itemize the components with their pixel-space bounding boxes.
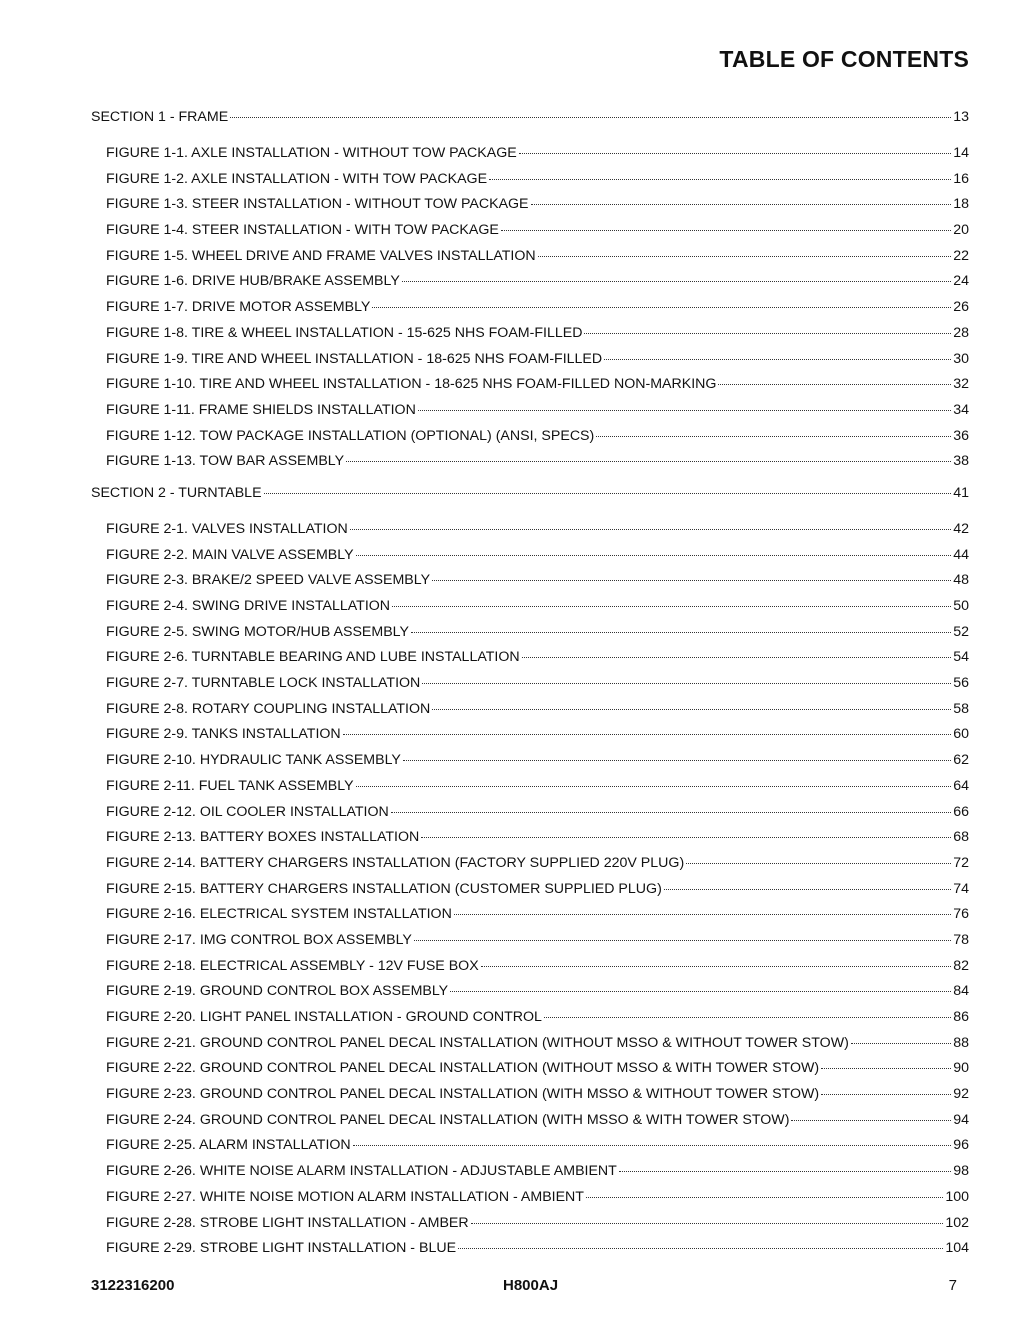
- toc-figure-entry[interactable]: [106, 851, 969, 877]
- toc-figure-entry[interactable]: [106, 372, 969, 398]
- toc-figure-entry-label: FIGURE 1-10. TIRE AND WHEEL INSTALLATION - 18-625 NHS FOAM-FILLED NON-MARKING: [106, 376, 717, 393]
- toc-figure-entry-label: FIGURE 2-28. STROBE LIGHT INSTALLATION - AMBER: [106, 1214, 469, 1231]
- toc-figure-entry-label: FIGURE 2-23. GROUND CONTROL PANEL DECAL INSTALLATION (WITH MSSO & WITHOUT TOWER STOW): [106, 1086, 820, 1103]
- toc-figure-entry-page: 42: [953, 520, 969, 537]
- dot-leader: [411, 631, 951, 633]
- toc-figure-entry[interactable]: [106, 594, 969, 620]
- toc-figure-entry-page: 34: [953, 401, 969, 418]
- table-of-contents: [0, 107, 1024, 1262]
- page-number: 7: [948, 1277, 957, 1294]
- toc-figure-entry[interactable]: [106, 902, 969, 928]
- toc-figure-entry-page: 72: [953, 854, 969, 871]
- toc-figure-entry-label: FIGURE 2-25. ALARM INSTALLATION: [106, 1137, 351, 1154]
- toc-figure-entry[interactable]: [106, 979, 969, 1005]
- toc-figure-entry[interactable]: [106, 800, 969, 826]
- dot-leader: [450, 990, 951, 992]
- dot-leader: [538, 255, 952, 257]
- toc-figure-entry-page: 44: [953, 546, 969, 563]
- toc-figure-entry-label: FIGURE 2-29. STROBE LIGHT INSTALLATION - BLUE: [106, 1240, 457, 1257]
- toc-figure-entry-page: 14: [953, 145, 969, 161]
- dot-leader: [230, 116, 951, 118]
- toc-figure-entry[interactable]: [106, 424, 969, 450]
- toc-figure-entry-page: 62: [953, 752, 969, 769]
- toc-figure-entry-page: 22: [953, 247, 969, 264]
- toc-section: [0, 107, 1024, 475]
- toc-figure-entry-label: FIGURE 1-4. STEER INSTALLATION - WITH TOW PACKAGE: [106, 222, 499, 239]
- toc-figure-entry-page: 90: [953, 1060, 969, 1077]
- toc-figure-entry-label: FIGURE 2-13. BATTERY BOXES INSTALLATION: [106, 829, 420, 846]
- dot-leader: [356, 785, 952, 787]
- toc-figure-entry[interactable]: [106, 954, 969, 980]
- dot-leader: [604, 358, 951, 360]
- toc-figure-entry-label: FIGURE 2-8. ROTARY COUPLING INSTALLATION: [106, 700, 431, 717]
- toc-figure-entry[interactable]: [106, 1056, 969, 1082]
- toc-figure-entry-page: 82: [953, 957, 969, 974]
- toc-figure-entry[interactable]: [106, 295, 969, 321]
- toc-section-entry[interactable]: [91, 107, 969, 127]
- toc-figure-entry-label: FIGURE 1-9. TIRE AND WHEEL INSTALLATION - 18-625 NHS FOAM-FILLED: [106, 350, 603, 367]
- dot-leader: [791, 1119, 951, 1121]
- toc-figure-entry-label: FIGURE 2-21. GROUND CONTROL PANEL DECAL INSTALLATION (WITHOUT MSSO & WITHOUT TOWER STOW): [106, 1034, 849, 1051]
- toc-figure-entry-page: 88: [953, 1034, 969, 1051]
- dot-leader: [821, 1093, 951, 1095]
- dot-leader: [471, 1222, 944, 1224]
- toc-section-entry-page: 13: [953, 109, 969, 125]
- toc-section: [0, 483, 1024, 1262]
- dot-leader: [402, 280, 951, 282]
- dot-leader: [664, 888, 951, 890]
- toc-figure-entry[interactable]: [106, 167, 969, 193]
- dot-leader: [432, 579, 951, 581]
- toc-figure-entry[interactable]: [106, 321, 969, 347]
- toc-figure-entry[interactable]: [106, 1108, 969, 1134]
- toc-figure-entry-label: FIGURE 2-7. TURNTABLE LOCK INSTALLATION: [106, 675, 421, 692]
- toc-figure-entry[interactable]: [106, 671, 969, 697]
- page-footer: [91, 1277, 957, 1297]
- dot-leader: [821, 1067, 951, 1069]
- dot-leader: [544, 1016, 951, 1018]
- toc-figure-entry-label: FIGURE 1-2. AXLE INSTALLATION - WITH TOW PACKAGE: [106, 170, 488, 187]
- dot-leader: [350, 528, 951, 530]
- dot-leader: [421, 836, 951, 838]
- toc-figure-entry-page: 18: [953, 196, 969, 213]
- toc-figure-entry-label: FIGURE 1-13. TOW BAR ASSEMBLY: [106, 453, 345, 470]
- toc-figure-entry[interactable]: [106, 1031, 969, 1057]
- toc-figure-entry[interactable]: [106, 1082, 969, 1108]
- toc-figure-entry[interactable]: [106, 1236, 969, 1262]
- toc-figure-entry[interactable]: [106, 543, 969, 569]
- toc-figure-entry-label: FIGURE 2-5. SWING MOTOR/HUB ASSEMBLY: [106, 623, 409, 640]
- dot-leader: [346, 460, 951, 462]
- toc-figure-entry-label: FIGURE 2-9. TANKS INSTALLATION: [106, 726, 341, 743]
- toc-figure-entry-page: 20: [953, 222, 969, 239]
- dot-leader: [519, 152, 951, 154]
- toc-figure-entry[interactable]: [106, 244, 969, 270]
- toc-figure-entry-label: FIGURE 2-15. BATTERY CHARGERS INSTALLATION (CUSTOMER SUPPLIED PLUG): [106, 880, 662, 897]
- toc-figure-entry[interactable]: [106, 1133, 969, 1159]
- toc-figure-entry-page: 38: [953, 453, 969, 470]
- toc-figure-entry-label: FIGURE 2-18. ELECTRICAL ASSEMBLY - 12V FUSE BOX: [106, 957, 479, 974]
- toc-figure-entry-label: FIGURE 2-10. HYDRAULIC TANK ASSEMBLY: [106, 752, 401, 769]
- dot-leader: [353, 1144, 952, 1146]
- dot-leader: [584, 332, 951, 334]
- toc-figure-entry-page: 50: [953, 598, 969, 614]
- toc-figure-entry[interactable]: [106, 192, 969, 218]
- toc-figure-entry-page: 74: [953, 880, 969, 897]
- toc-figure-entry-page: 92: [953, 1086, 969, 1103]
- toc-figure-entry[interactable]: [106, 568, 969, 594]
- toc-figure-entry-label: FIGURE 2-26. WHITE NOISE ALARM INSTALLATION - ADJUSTABLE AMBIENT: [106, 1163, 617, 1180]
- toc-figure-entry-page: 24: [953, 273, 969, 290]
- toc-figure-entry[interactable]: [106, 347, 969, 373]
- dot-leader: [264, 492, 952, 494]
- toc-figure-entry-page: 28: [953, 324, 969, 341]
- toc-figure-entry-label: FIGURE 2-27. WHITE NOISE MOTION ALARM INSTALLATION - AMBIENT: [106, 1188, 584, 1205]
- document-number: 3122316200: [91, 1277, 175, 1294]
- page-title: TABLE OF CONTENTS: [719, 46, 969, 72]
- toc-figure-entry-label: FIGURE 2-12. OIL COOLER INSTALLATION: [106, 803, 389, 820]
- toc-figure-entry-page: 56: [953, 675, 969, 692]
- toc-figure-entry[interactable]: [106, 825, 969, 851]
- toc-figure-entry-page: 104: [945, 1240, 969, 1257]
- toc-figure-entry-page: 66: [953, 803, 969, 820]
- toc-figure-entry-page: 76: [953, 906, 969, 923]
- dot-leader: [718, 383, 951, 385]
- toc-figure-entry-label: FIGURE 2-11. FUEL TANK ASSEMBLY: [106, 777, 354, 794]
- dot-leader: [686, 862, 951, 864]
- toc-figure-entry[interactable]: [106, 269, 969, 295]
- toc-figure-entry-page: 30: [953, 350, 969, 367]
- dot-leader: [458, 1247, 943, 1249]
- toc-figure-entry-page: 96: [953, 1137, 969, 1154]
- toc-figure-entry-label: FIGURE 2-3. BRAKE/2 SPEED VALVE ASSEMBLY: [106, 572, 431, 589]
- toc-figure-entry[interactable]: [106, 774, 969, 800]
- model-name: H800AJ: [503, 1277, 559, 1294]
- toc-figure-entry[interactable]: [106, 748, 969, 774]
- toc-figure-entry-page: 84: [953, 983, 969, 1000]
- toc-figure-entry-page: 54: [953, 649, 969, 666]
- toc-figure-entry-page: 58: [953, 700, 969, 717]
- toc-figure-entry[interactable]: [106, 517, 969, 543]
- toc-figure-entry-page: 98: [953, 1163, 969, 1180]
- dot-leader: [619, 1170, 951, 1172]
- dot-leader: [414, 939, 951, 941]
- toc-figure-entry-label: FIGURE 2-17. IMG CONTROL BOX ASSEMBLY: [106, 931, 412, 948]
- toc-figure-entry-page: 68: [953, 829, 969, 846]
- dot-leader: [586, 1196, 943, 1198]
- dot-leader: [596, 435, 951, 437]
- toc-figure-entry-label: FIGURE 2-2. MAIN VALVE ASSEMBLY: [106, 546, 354, 563]
- toc-figure-entry[interactable]: [106, 1005, 969, 1031]
- toc-figure-entry-page: 36: [953, 427, 969, 444]
- toc-figure-entry-label: FIGURE 1-12. TOW PACKAGE INSTALLATION (OPTIONAL) (ANSI, SPECS): [106, 427, 595, 444]
- toc-figure-entry-page: 16: [953, 170, 969, 187]
- toc-figure-entry[interactable]: [106, 141, 969, 167]
- toc-figure-entry[interactable]: [106, 1159, 969, 1185]
- toc-figure-entry-page: 32: [953, 376, 969, 393]
- dot-leader: [531, 203, 952, 205]
- toc-figure-entry-label: FIGURE 2-22. GROUND CONTROL PANEL DECAL INSTALLATION (WITHOUT MSSO & WITH TOWER STOW): [106, 1060, 820, 1077]
- toc-figure-entry[interactable]: [106, 645, 969, 671]
- toc-figure-entry-page: 86: [953, 1009, 969, 1025]
- dot-leader: [418, 409, 951, 411]
- toc-section-entry-label: SECTION 1 - FRAME: [91, 109, 229, 125]
- toc-figure-entry[interactable]: [106, 877, 969, 903]
- dot-leader: [356, 554, 952, 556]
- toc-figure-entry-label: FIGURE 2-19. GROUND CONTROL BOX ASSEMBLY: [106, 983, 449, 1000]
- dot-leader: [851, 1042, 951, 1044]
- toc-figure-entry-page: 52: [953, 623, 969, 640]
- toc-section-entry[interactable]: [91, 483, 969, 503]
- dot-leader: [481, 965, 952, 967]
- dot-leader: [422, 682, 951, 684]
- toc-section-entry-page: 41: [953, 484, 969, 501]
- toc-figure-entry[interactable]: [106, 722, 969, 748]
- toc-figure-entry[interactable]: [106, 1185, 969, 1211]
- dot-leader: [403, 759, 951, 761]
- dot-leader: [432, 708, 951, 710]
- toc-figure-entry-label: FIGURE 1-11. FRAME SHIELDS INSTALLATION: [106, 401, 416, 418]
- toc-figure-entry-label: FIGURE 2-1. VALVES INSTALLATION: [106, 520, 348, 537]
- toc-figure-entry-label: FIGURE 2-24. GROUND CONTROL PANEL DECAL INSTALLATION (WITH MSSO & WITH TOWER STOW): [106, 1111, 790, 1128]
- toc-figure-entry[interactable]: [106, 398, 969, 424]
- dot-leader: [391, 811, 951, 813]
- toc-figure-entry-page: 78: [953, 931, 969, 948]
- toc-figure-entry[interactable]: [106, 928, 969, 954]
- toc-figure-entry[interactable]: [106, 1211, 969, 1237]
- toc-figure-entry-label: FIGURE 2-20. LIGHT PANEL INSTALLATION - GROUND CONTROL: [106, 1009, 542, 1025]
- dot-leader: [522, 656, 952, 658]
- toc-figure-entry-label: FIGURE 2-16. ELECTRICAL SYSTEM INSTALLATION: [106, 906, 452, 923]
- dot-leader: [343, 733, 952, 735]
- toc-figure-entry-label: FIGURE 1-8. TIRE & WHEEL INSTALLATION - 15-625 NHS FOAM-FILLED: [106, 324, 583, 341]
- toc-figure-entry-label: FIGURE 2-4. SWING DRIVE INSTALLATION: [106, 598, 391, 614]
- toc-figure-entry-label: FIGURE 1-5. WHEEL DRIVE AND FRAME VALVES INSTALLATION: [106, 247, 536, 264]
- dot-leader: [489, 178, 951, 180]
- toc-figure-entry-page: 64: [953, 777, 969, 794]
- toc-figure-entry-page: 100: [945, 1188, 969, 1205]
- toc-figure-entry-page: 60: [953, 726, 969, 743]
- toc-figure-entry-label: FIGURE 2-6. TURNTABLE BEARING AND LUBE INSTALLATION: [106, 649, 520, 666]
- toc-figure-entry-page: 26: [953, 299, 969, 316]
- toc-section-entry-label: SECTION 2 - TURNTABLE: [91, 484, 262, 501]
- dot-leader: [372, 306, 951, 308]
- toc-figure-entry[interactable]: [106, 620, 969, 646]
- toc-figure-entry-page: 94: [953, 1111, 969, 1128]
- toc-figure-entry-label: FIGURE 1-3. STEER INSTALLATION - WITHOUT TOW PACKAGE: [106, 196, 529, 213]
- toc-figure-entry-page: 48: [953, 572, 969, 589]
- dot-leader: [501, 229, 951, 231]
- dot-leader: [392, 605, 951, 607]
- toc-figure-entry[interactable]: [106, 218, 969, 244]
- toc-figure-entry[interactable]: [106, 697, 969, 723]
- toc-figure-entry[interactable]: [106, 449, 969, 475]
- toc-figure-entry-label: FIGURE 2-14. BATTERY CHARGERS INSTALLATION (FACTORY SUPPLIED 220V PLUG): [106, 854, 685, 871]
- toc-figure-entry-label: FIGURE 1-6. DRIVE HUB/BRAKE ASSEMBLY: [106, 273, 400, 290]
- toc-figure-entry-label: FIGURE 1-7. DRIVE MOTOR ASSEMBLY: [106, 299, 371, 316]
- toc-figure-entry-label: FIGURE 1-1. AXLE INSTALLATION - WITHOUT TOW PACKAGE: [106, 145, 517, 161]
- toc-figure-entry-page: 102: [945, 1214, 969, 1231]
- dot-leader: [454, 913, 951, 915]
